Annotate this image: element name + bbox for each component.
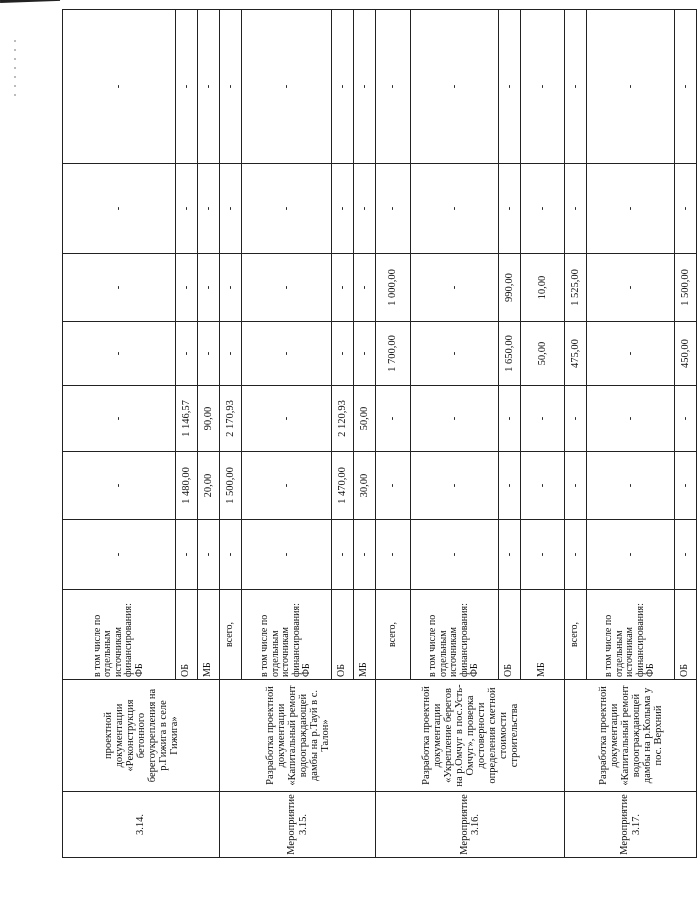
value-cell: - bbox=[587, 10, 675, 164]
funding-source: МБ bbox=[354, 590, 376, 680]
value-cell: - bbox=[220, 10, 242, 164]
value-cell: - bbox=[220, 520, 242, 590]
funding-source: МБ bbox=[198, 590, 220, 680]
value-cell: 20,00 bbox=[198, 452, 220, 520]
measure-name: проектной документации «Реконструкция бетонного берегоукрепления на р.Гижига в селе Гижига» bbox=[63, 680, 220, 792]
value-cell: - bbox=[376, 452, 411, 520]
value-cell: - bbox=[675, 452, 697, 520]
value-cell: - bbox=[220, 254, 242, 322]
funding-source: в том числе по отдельным источникам финансирования: ФБ bbox=[242, 590, 332, 680]
value-cell: - bbox=[521, 520, 565, 590]
value-cell: - bbox=[587, 254, 675, 322]
value-cell: - bbox=[220, 164, 242, 254]
value-cell: 90,00 bbox=[198, 386, 220, 452]
value-cell: 1 480,00 bbox=[176, 452, 198, 520]
value-cell: 1 500,00 bbox=[220, 452, 242, 520]
value-cell: - bbox=[411, 322, 499, 386]
value-cell: - bbox=[63, 386, 176, 452]
value-cell: 475,00 bbox=[565, 322, 587, 386]
value-cell: 1 470,00 bbox=[332, 452, 354, 520]
value-cell: - bbox=[176, 322, 198, 386]
value-cell: 50,00 bbox=[521, 322, 565, 386]
value-cell: - bbox=[242, 10, 332, 164]
value-cell: - bbox=[332, 10, 354, 164]
value-cell: - bbox=[176, 254, 198, 322]
value-cell: 1 500,00 bbox=[675, 254, 697, 322]
value-cell: - bbox=[565, 520, 587, 590]
value-cell: - bbox=[521, 164, 565, 254]
scan-artifact bbox=[14, 40, 16, 100]
value-cell: - bbox=[587, 164, 675, 254]
value-cell: - bbox=[354, 520, 376, 590]
value-cell: - bbox=[411, 452, 499, 520]
financing-table bbox=[62, 9, 697, 858]
value-cell: - bbox=[332, 520, 354, 590]
rotated-page bbox=[62, 10, 691, 858]
value-cell: - bbox=[332, 254, 354, 322]
value-cell: - bbox=[63, 10, 176, 164]
value-cell: - bbox=[354, 164, 376, 254]
value-cell: - bbox=[499, 386, 521, 452]
value-cell: - bbox=[675, 10, 697, 164]
funding-source: в том числе по отдельным источникам финансирования: ФБ bbox=[411, 590, 499, 680]
value-cell: - bbox=[198, 254, 220, 322]
value-cell: - bbox=[565, 10, 587, 164]
measure-name: Разработка проектной документации «Укрепление берегов на р.Омчуг в пос.Усть-Омчуг», проверка достоверности определения сметной стоимости строительства bbox=[376, 680, 565, 792]
funding-source: всего, bbox=[376, 590, 411, 680]
value-cell: - bbox=[521, 452, 565, 520]
value-cell: - bbox=[565, 452, 587, 520]
measure-name: Разработка проектной документации «Капитальный ремонт водоограждающей дамбы на р.Колыма у пос. Верхний bbox=[565, 680, 697, 792]
value-cell: 30,00 bbox=[354, 452, 376, 520]
value-cell: 1 650,00 bbox=[499, 322, 521, 386]
value-cell: 1 700,00 bbox=[376, 322, 411, 386]
funding-source: ОБ bbox=[176, 590, 198, 680]
value-cell: - bbox=[198, 164, 220, 254]
value-cell: - bbox=[242, 452, 332, 520]
value-cell: - bbox=[521, 10, 565, 164]
value-cell: - bbox=[411, 164, 499, 254]
value-cell: - bbox=[332, 322, 354, 386]
value-cell: - bbox=[198, 322, 220, 386]
funding-source: ОБ bbox=[499, 590, 521, 680]
funding-source: ОБ bbox=[675, 590, 697, 680]
value-cell: - bbox=[242, 254, 332, 322]
value-cell: 50,00 bbox=[354, 386, 376, 452]
value-cell: - bbox=[587, 520, 675, 590]
value-cell: - bbox=[499, 164, 521, 254]
value-cell: - bbox=[354, 254, 376, 322]
value-cell: 1 000,00 bbox=[376, 254, 411, 322]
value-cell: - bbox=[587, 452, 675, 520]
value-cell: - bbox=[242, 164, 332, 254]
value-cell: - bbox=[220, 322, 242, 386]
funding-source: в том числе по отдельным источникам финансирования: ФБ bbox=[587, 590, 675, 680]
measure-code: Мероприятие 3.17. bbox=[565, 792, 697, 858]
value-cell: - bbox=[411, 254, 499, 322]
value-cell: - bbox=[565, 386, 587, 452]
value-cell: - bbox=[411, 10, 499, 164]
funding-source: МБ bbox=[521, 590, 565, 680]
value-cell: - bbox=[565, 164, 587, 254]
value-cell: 1 525,00 bbox=[565, 254, 587, 322]
financing-table-body bbox=[63, 10, 697, 858]
measure-code: Мероприятие 3.16. bbox=[376, 792, 565, 858]
value-cell: 1 146,57 bbox=[176, 386, 198, 452]
value-cell: - bbox=[198, 10, 220, 164]
value-cell: - bbox=[332, 164, 354, 254]
value-cell: - bbox=[354, 322, 376, 386]
table-row bbox=[565, 10, 587, 858]
value-cell: 2 120,93 bbox=[332, 386, 354, 452]
value-cell: 450,00 bbox=[675, 322, 697, 386]
value-cell: - bbox=[499, 10, 521, 164]
value-cell: - bbox=[63, 322, 176, 386]
scan-edge-mark bbox=[0, 0, 60, 3]
value-cell: - bbox=[198, 520, 220, 590]
measure-code: Мероприятие 3.15. bbox=[220, 792, 376, 858]
value-cell: - bbox=[521, 386, 565, 452]
value-cell: - bbox=[675, 164, 697, 254]
value-cell: - bbox=[376, 164, 411, 254]
value-cell: - bbox=[242, 520, 332, 590]
value-cell: - bbox=[376, 520, 411, 590]
measure-code: 3.14. bbox=[63, 792, 220, 858]
value-cell: - bbox=[176, 520, 198, 590]
value-cell: 2 170,93 bbox=[220, 386, 242, 452]
table-row bbox=[220, 10, 242, 858]
value-cell: - bbox=[63, 254, 176, 322]
value-cell: - bbox=[376, 10, 411, 164]
value-cell: - bbox=[499, 520, 521, 590]
funding-source: в том числе по отдельным источникам финансирования: ФБ bbox=[63, 590, 176, 680]
value-cell: - bbox=[63, 452, 176, 520]
value-cell: - bbox=[587, 322, 675, 386]
value-cell: - bbox=[587, 386, 675, 452]
value-cell: - bbox=[354, 10, 376, 164]
value-cell: - bbox=[675, 386, 697, 452]
value-cell: 10,00 bbox=[521, 254, 565, 322]
value-cell: - bbox=[63, 520, 176, 590]
table-row bbox=[63, 10, 176, 858]
value-cell: - bbox=[176, 164, 198, 254]
value-cell: - bbox=[411, 386, 499, 452]
value-cell: - bbox=[242, 386, 332, 452]
value-cell: - bbox=[376, 386, 411, 452]
value-cell: - bbox=[411, 520, 499, 590]
value-cell: - bbox=[499, 452, 521, 520]
value-cell: - bbox=[63, 164, 176, 254]
funding-source: ОБ bbox=[332, 590, 354, 680]
value-cell: - bbox=[176, 10, 198, 164]
measure-name: Разработка проектной документации «Капитальный ремонт водоограждающей дамбы на р.Тауй в с. Талон» bbox=[220, 680, 376, 792]
funding-source: всего, bbox=[565, 590, 587, 680]
value-cell: - bbox=[675, 520, 697, 590]
value-cell: - bbox=[242, 322, 332, 386]
funding-source: всего, bbox=[220, 590, 242, 680]
table-row bbox=[376, 10, 411, 858]
value-cell: 990,00 bbox=[499, 254, 521, 322]
